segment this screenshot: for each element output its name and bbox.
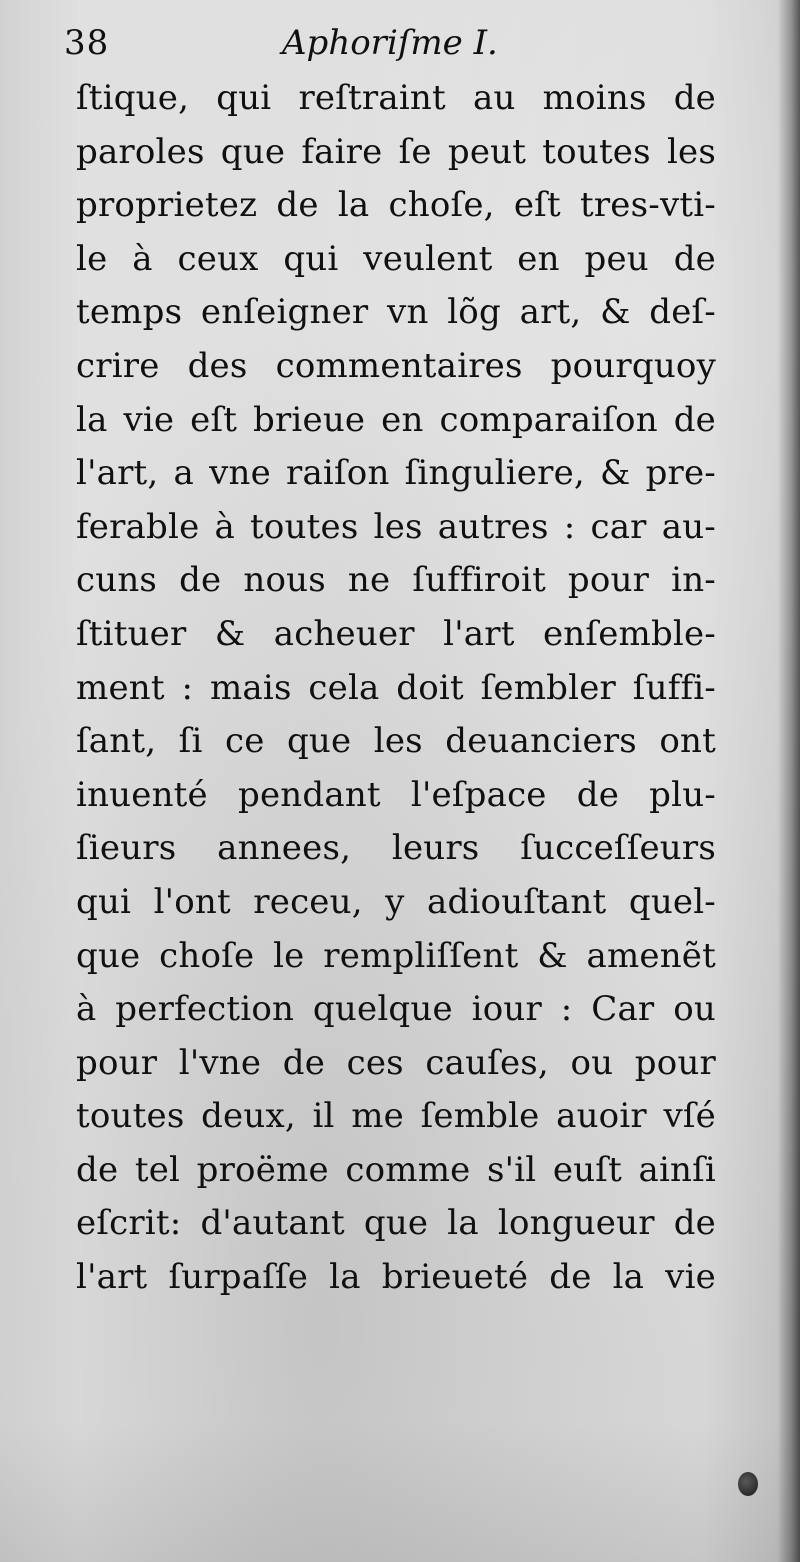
text-line: ſieurs annees, leurs ſucceſſeurs <box>76 828 716 869</box>
text-line: ferable à toutes les autres : car au- <box>76 506 716 547</box>
text-line: que choſe le rempliſſent & amenẽt <box>76 935 716 976</box>
page-number: 38 <box>64 23 110 63</box>
text-line: à perfection quelque iour : Car ou <box>76 989 716 1030</box>
text-line: la vie eſt brieue en comparaiſon de <box>76 399 716 440</box>
text-line: proprietez de la choſe, eſt tres-vti- <box>76 185 716 226</box>
text-line: ſtique, qui reſtraint au moins de <box>76 78 716 118</box>
text-line: ſtituer & acheuer l'art enſemble- <box>76 613 716 654</box>
text-line: crire des commentaires pourquoy <box>76 345 716 386</box>
text-line: eſcrit: d'autant que la longueur de <box>76 1203 716 1244</box>
page-header <box>64 18 724 68</box>
ink-blot <box>738 1472 758 1496</box>
text-line: pour l'vne de ces cauſes, ou pour <box>76 1042 716 1083</box>
page-bottom-shading <box>0 1422 800 1562</box>
text-line: qui l'ont receu, y adiouſtant quel- <box>76 881 716 922</box>
text-line: temps enſeigner vn lõg art, & deſ- <box>76 292 716 333</box>
text-line: inuenté pendant l'eſpace de plu- <box>76 774 716 815</box>
text-line: toutes deux, il me ſemble auoir vſé <box>76 1096 716 1137</box>
text-line: cuns de nous ne ſuffiroit pour in- <box>76 560 716 601</box>
text-line: le à ceux qui veulent en peu de <box>76 238 716 279</box>
body-text <box>76 72 716 1305</box>
running-title: Aphoriſme I. <box>282 23 498 63</box>
page-edge-shadow <box>778 0 800 1562</box>
text-line: ment : mais cela doit ſembler ſuffi- <box>76 667 716 708</box>
text-line: l'art, a vne raiſon ſinguliere, & pre- <box>76 453 716 494</box>
text-line: paroles que faire ſe peut toutes les <box>76 131 716 172</box>
text-line: de tel proëme comme s'il euſt ainſi <box>76 1149 716 1190</box>
text-line: l'art ſurpaſſe la brieueté de la vie <box>76 1257 716 1298</box>
text-line: ſant, ſi ce que les deuanciers ont <box>76 721 716 762</box>
